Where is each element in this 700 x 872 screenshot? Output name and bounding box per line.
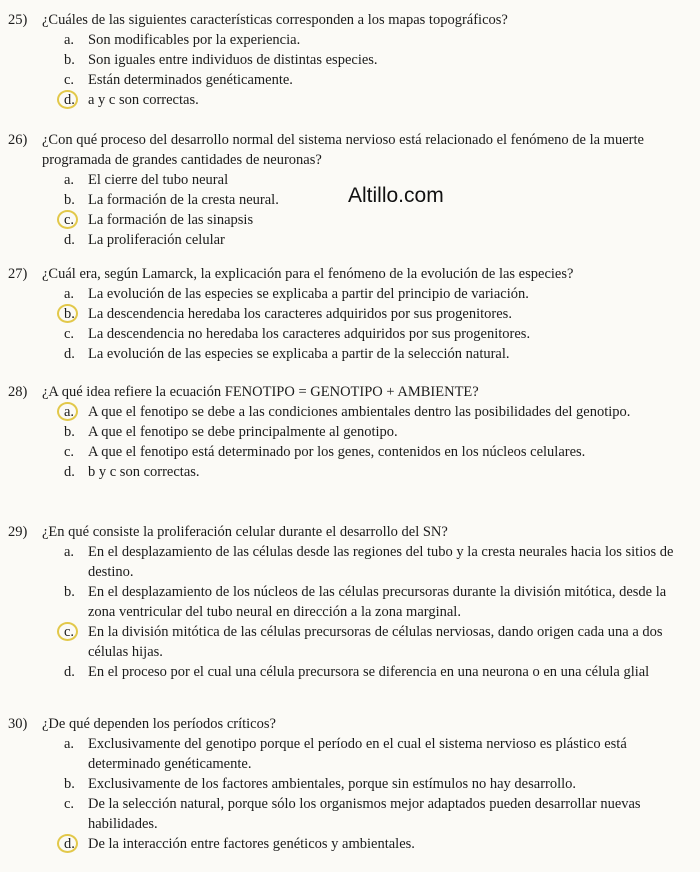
option-b	[64, 774, 694, 794]
option-c	[64, 210, 694, 230]
option-text: La evolución de las especies se explicaba a partir del principio de variación.	[88, 286, 529, 302]
option-letter: a.	[64, 544, 75, 560]
option-text: Son iguales entre individuos de distintas especies.	[88, 52, 378, 68]
answer-circle	[57, 834, 78, 853]
option-b	[64, 422, 694, 442]
option-text: b y c son correctas.	[88, 464, 200, 480]
question-number: 28)	[8, 384, 28, 400]
option-letter: a.	[64, 736, 75, 752]
option-c	[64, 324, 694, 344]
question-text: ¿Cuáles de las siguientes características corresponden a los mapas topográficos?	[42, 12, 508, 28]
question-text: ¿Con qué proceso del desarrollo normal del sistema nervioso está relacionado el fenómeno de la muerte programada de grandes cantidades de neuronas?	[42, 132, 644, 168]
question-number: 25)	[8, 12, 28, 28]
answer-circle	[57, 210, 78, 229]
option-b	[64, 304, 694, 324]
question-27	[8, 264, 694, 364]
option-letter: b.	[64, 584, 75, 600]
option-text: En la división mitótica de las células precursoras de células nerviosas, dando origen cada una a dos células hijas.	[88, 624, 663, 660]
option-text: La descendencia heredaba los caracteres adquiridos por sus progenitores.	[88, 306, 512, 322]
option-letter: b.	[64, 52, 75, 68]
question-number: 27)	[8, 266, 28, 282]
option-d	[64, 90, 694, 110]
option-a	[64, 30, 694, 50]
option-letter: c.	[64, 622, 88, 662]
question-text: ¿Cuál era, según Lamarck, la explicación para el fenómeno de la evolución de las especies?	[42, 266, 574, 282]
option-letter: c.	[64, 444, 75, 460]
question-29	[8, 522, 694, 682]
option-text: En el desplazamiento de los núcleos de las células precursoras durante la división mitótica, desde la zona ventricular del tubo neural en dirección a la zona marginal.	[88, 584, 667, 620]
option-d	[64, 344, 694, 364]
question-text: ¿De qué dependen los períodos críticos?	[42, 716, 276, 732]
option-letter: b.	[64, 192, 75, 208]
option-a	[64, 734, 694, 774]
option-d	[64, 662, 694, 682]
question-text: ¿En qué consiste la proliferación celular durante el desarrollo del SN?	[42, 524, 448, 540]
watermark: Altillo.com	[348, 184, 444, 207]
option-letter: b.	[64, 304, 88, 324]
option-letter: b.	[64, 424, 75, 440]
option-letter: a.	[64, 172, 75, 188]
option-letter: d.	[64, 346, 75, 362]
answer-circle	[57, 622, 78, 641]
option-text: Están determinados genéticamente.	[88, 72, 293, 88]
option-letter: c.	[64, 326, 75, 342]
option-b	[64, 50, 694, 70]
option-letter: d.	[64, 464, 75, 480]
option-text: La evolución de las especies se explicaba a partir de la selección natural.	[88, 346, 510, 362]
question-number: 26)	[8, 132, 28, 148]
option-c	[64, 794, 694, 834]
question-text: ¿A qué idea refiere la ecuación FENOTIPO = GENOTIPO + AMBIENTE?	[42, 384, 479, 400]
question-number: 29)	[8, 524, 28, 540]
option-b	[64, 190, 694, 210]
option-letter: c.	[64, 210, 88, 230]
answer-circle	[57, 402, 78, 421]
question-25	[8, 10, 694, 110]
option-letter: b.	[64, 776, 75, 792]
option-a	[64, 402, 694, 422]
option-letter: d.	[64, 90, 88, 110]
option-text: De la selección natural, porque sólo los organismos mejor adaptados pueden desarrollar nuevas habilidades.	[88, 796, 641, 832]
option-d	[64, 834, 694, 854]
option-letter: c.	[64, 72, 75, 88]
option-text: El cierre del tubo neural	[88, 172, 229, 188]
question-30	[8, 714, 694, 854]
option-a	[64, 284, 694, 304]
option-c	[64, 622, 694, 662]
option-letter: d.	[64, 232, 75, 248]
option-text: Son modificables por la experiencia.	[88, 32, 301, 48]
option-text: A que el fenotipo está determinado por los genes, contenidos en los núcleos celulares.	[88, 444, 586, 460]
option-c	[64, 442, 694, 462]
option-a	[64, 170, 694, 190]
option-text: La formación de la cresta neural.	[88, 192, 279, 208]
option-text: Exclusivamente del genotipo porque el período en el cual el sistema nervioso es plástico está determinado genéticamente.	[88, 736, 627, 772]
option-text: a y c son correctas.	[88, 92, 199, 108]
option-text: La proliferación celular	[88, 232, 225, 248]
option-letter: d.	[64, 664, 75, 680]
option-text: A que el fenotipo se debe principalmente al genotipo.	[88, 424, 398, 440]
option-letter: a.	[64, 286, 75, 302]
option-letter: c.	[64, 796, 75, 812]
option-d	[64, 230, 694, 250]
option-letter: a.	[64, 402, 88, 422]
question-28	[8, 382, 694, 482]
answer-circle	[57, 304, 78, 323]
option-text: La formación de las sinapsis	[88, 212, 254, 228]
option-text: La descendencia no heredaba los caracteres adquiridos por sus progenitores.	[88, 326, 531, 342]
answer-circle	[57, 90, 78, 109]
option-text: En el proceso por el cual una célula precursora se diferencia en una neurona o en una célula glial	[88, 664, 650, 680]
option-b	[64, 582, 694, 622]
option-text: Exclusivamente de los factores ambientales, porque sin estímulos no hay desarrollo.	[88, 776, 577, 792]
question-26	[8, 130, 694, 250]
option-letter: d.	[64, 834, 88, 854]
option-letter: a.	[64, 32, 75, 48]
option-a	[64, 542, 694, 582]
option-text: En el desplazamiento de las células desde las regiones del tubo y la cresta neurales hacia los sitios de destino.	[88, 544, 674, 580]
option-text: A que el fenotipo se debe a las condiciones ambientales dentro las posibilidades del genotipo.	[88, 404, 631, 420]
option-text: De la interacción entre factores genéticos y ambientales.	[88, 836, 415, 852]
question-number: 30)	[8, 716, 28, 732]
option-d	[64, 462, 694, 482]
option-c	[64, 70, 694, 90]
